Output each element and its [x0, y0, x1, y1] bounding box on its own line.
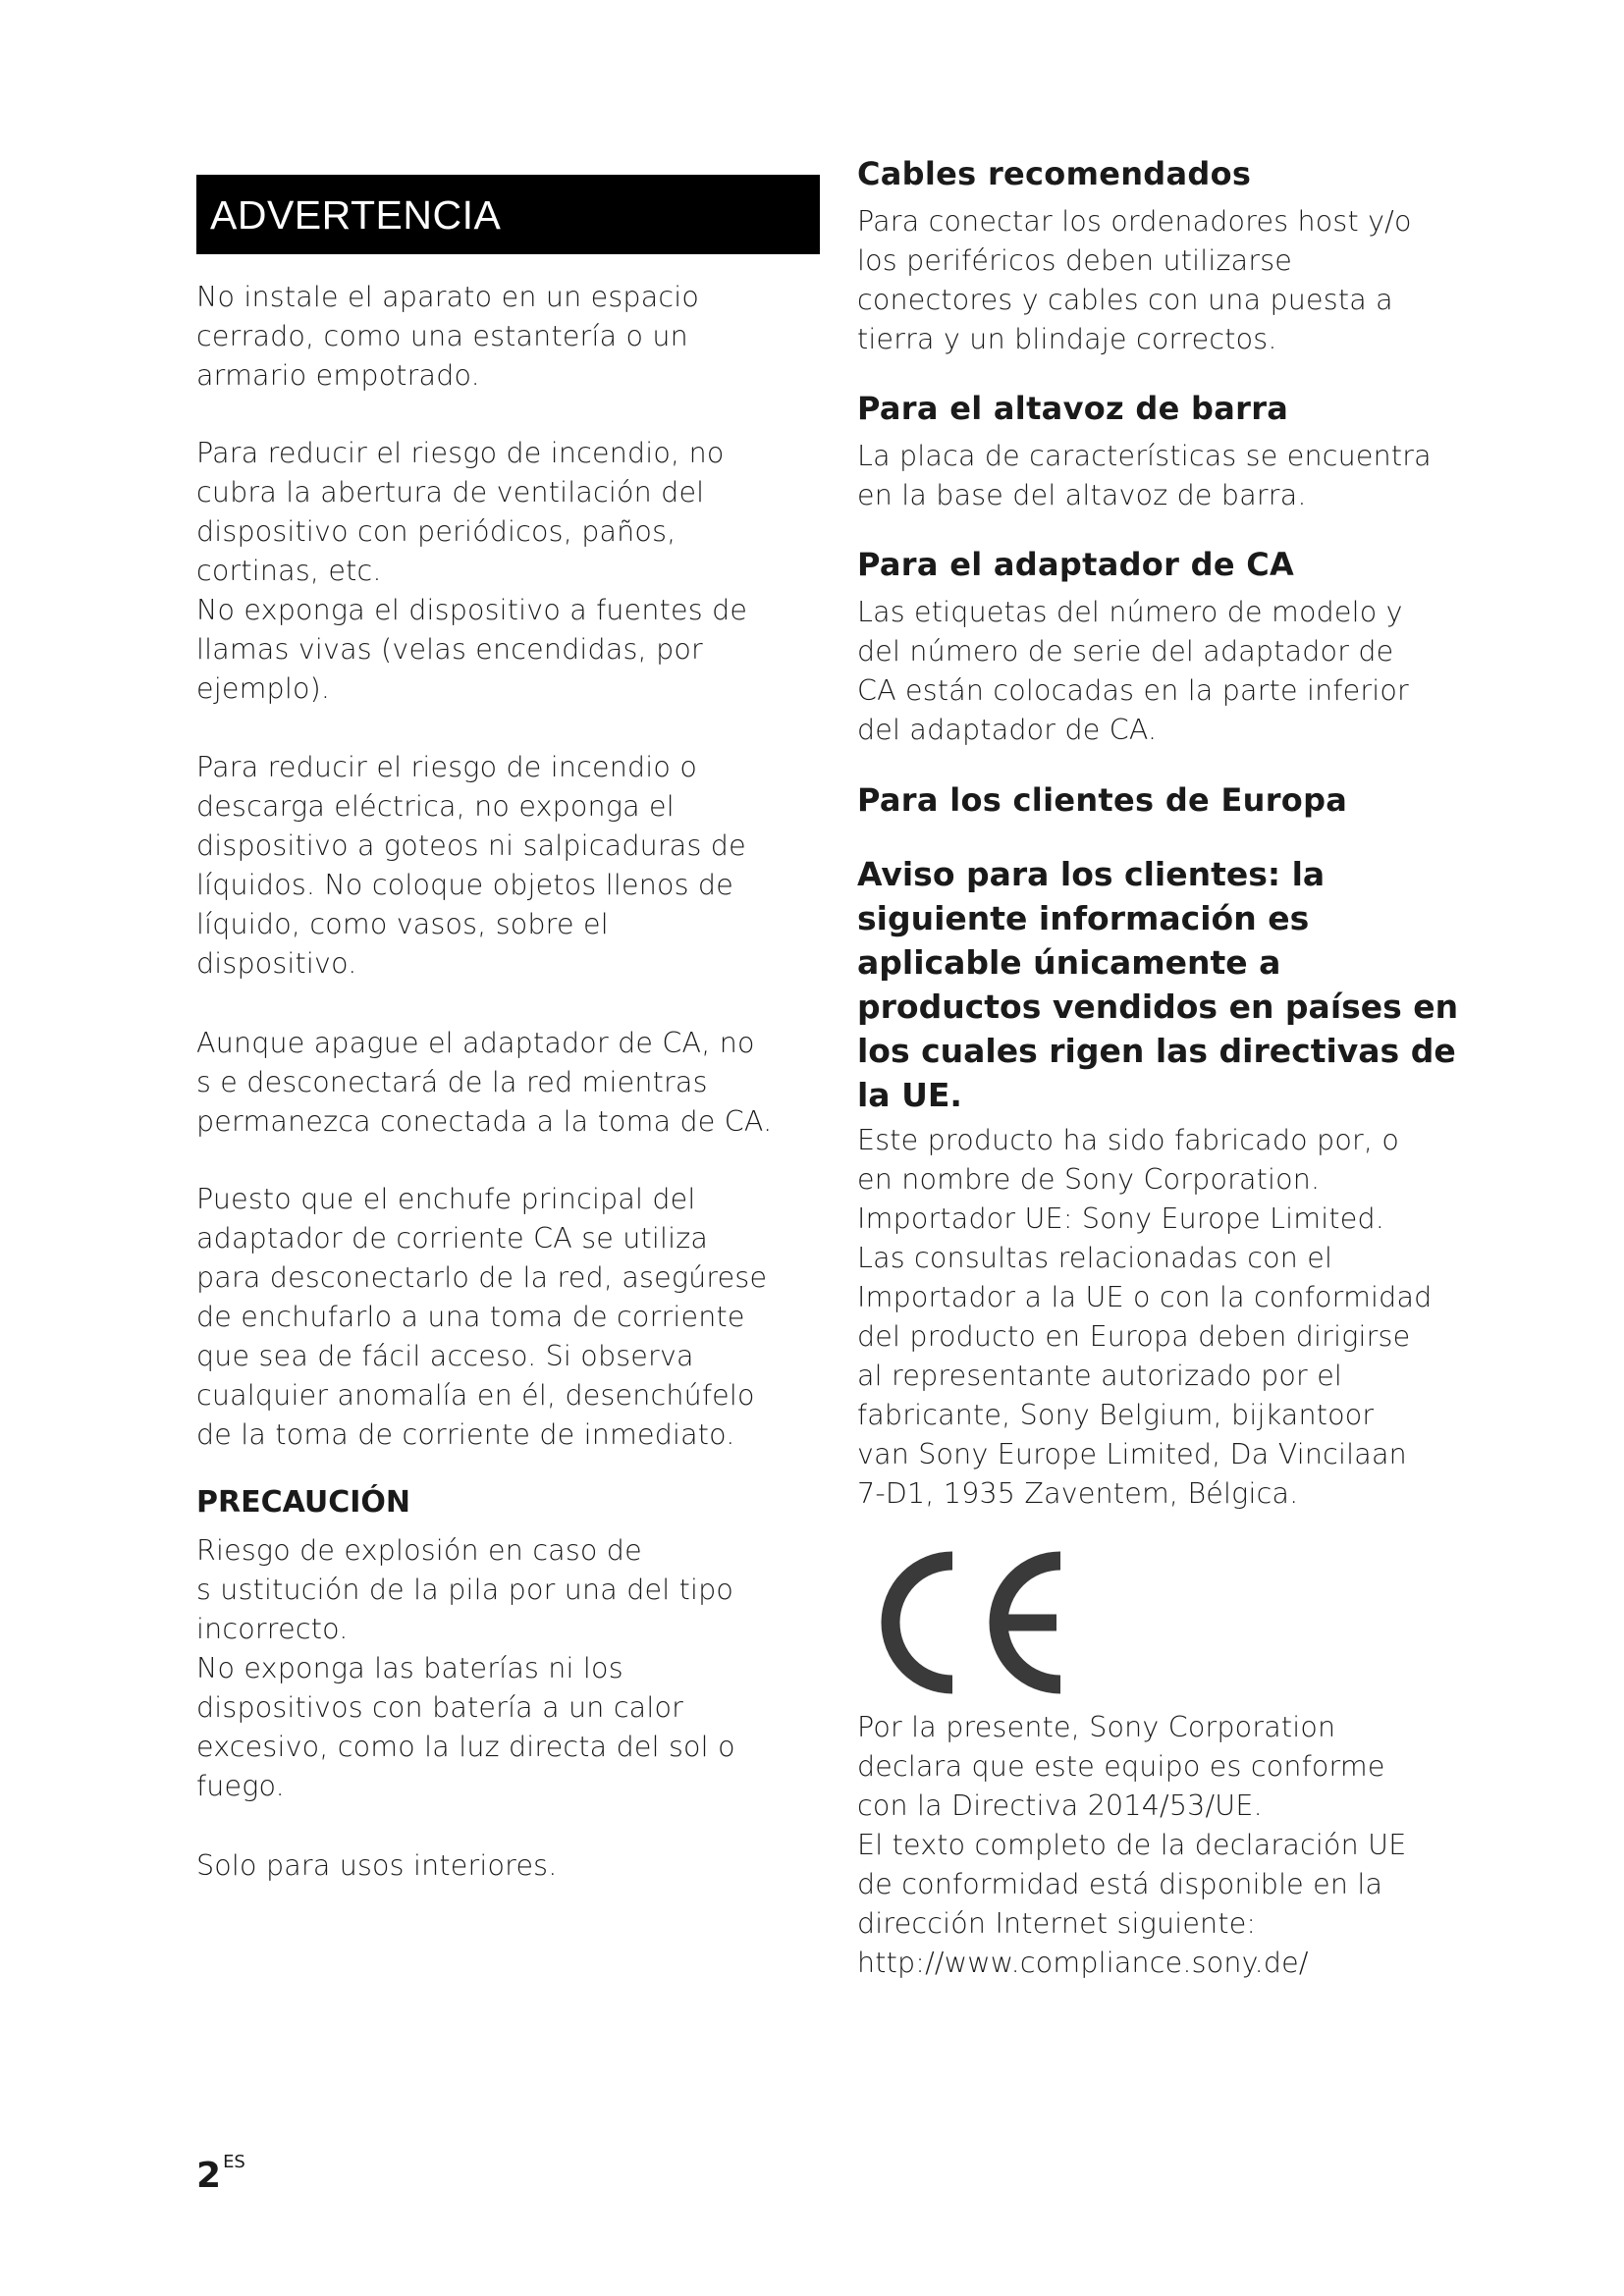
page-number [196, 2152, 245, 2196]
ac-adapter-heading: Para el adaptador de CA [857, 546, 1295, 583]
eu-notice-text: Este producto ha sido fabricado por, o en nombre de Sony Corporation. Importador UE: Sony Europe Limited. Las consultas relacionadas con el Importador a la UE o con la conformidad del producto en Europa deben dirigirse al representante autorizado por el fabricante, Sony Belgium, bijkantoor van Sony Europe Limited, Da Vincilaan 7-D1, 1935 Zaventem, Bélgica. [857, 1124, 1433, 1510]
declaration-text: Por la presente, Sony Corporation declara que este equipo es conforme con la Directiva 2014/53/UE. El texto completo de la declaración UE de conformidad está disponible en la dirección Internet siguiente: http://www.compliance.sony.de/ [857, 1711, 1407, 1979]
warning-banner [196, 175, 820, 254]
ac-adapter-text: Las etiquetas del número de modelo y del número de serie del adaptador de CA están colocadas en la parte inferior del adaptador de CA. [857, 596, 1409, 746]
paragraph-fire-risk: Para reducir el riesgo de incendio, no cubra la abertura de ventilación del dispositivo con periódicos, paños, cortinas, etc. No exponga el dispositivo a fuentes de llamas vivas (velas encendidas, por ejemplo). [196, 437, 748, 705]
paragraph-enclosed-space: No instale el aparato en un espacio cerrado, como una estantería o un armario empotrado. [196, 281, 699, 392]
europe-heading: Para los clientes de Europa [857, 781, 1348, 819]
soundbar-text: La placa de características se encuentra en la base del altavoz de barra. [857, 440, 1432, 511]
paragraph-indoor-use: Solo para usos interiores. [196, 1849, 558, 1882]
cables-text: Para conectar los ordenadores host y/o los periféricos deben utilizarse conectores y cables con una puesta a tierra y un blindaje correctos. [857, 205, 1412, 355]
language-code: ES [223, 2152, 245, 2172]
cables-heading: Cables recomendados [857, 155, 1252, 192]
ce-mark-icon [874, 1549, 1070, 1700]
warning-banner-title: ADVERTENCIA [210, 192, 502, 238]
paragraph-main-plug: Puesto que el enchufe principal del adaptador de corriente CA se utiliza para desconectarlo de la red, asegúrese de enchufarlo a una toma de corriente que sea de fácil acceso. Si observa cualquier anomalía en él, desenchúfelo de la toma de corriente de inmediato. [196, 1183, 768, 1451]
paragraph-battery-risk: Riesgo de explosión en caso de s ustitución de la pila por una del tipo incorrecto. No exponga las baterías ni los dispositivos con batería a un calor excesivo, como la luz directa del sol o fuego. [196, 1534, 735, 1802]
paragraph-electric-shock: Para reducir el riesgo de incendio o descarga eléctrica, no exponga el dispositivo a goteos ni salpicaduras de líquidos. No coloque objetos llenos de líquido, como vasos, sobre el dispositivo. [196, 751, 746, 980]
soundbar-heading: Para el altavoz de barra [857, 390, 1289, 427]
page-number-value: 2 [196, 2156, 222, 2196]
paragraph-adapter-off: Aunque apague el adaptador de CA, no s e desconectará de la red mientras permanezca conectada a la toma de CA. [196, 1027, 773, 1138]
eu-notice-heading: Aviso para los clientes: la siguiente información es aplicable únicamente a productos vendidos en países en los cuales rigen las directivas de la UE. [857, 855, 1459, 1114]
precaution-heading: PRECAUCIÓN [196, 1485, 411, 1520]
